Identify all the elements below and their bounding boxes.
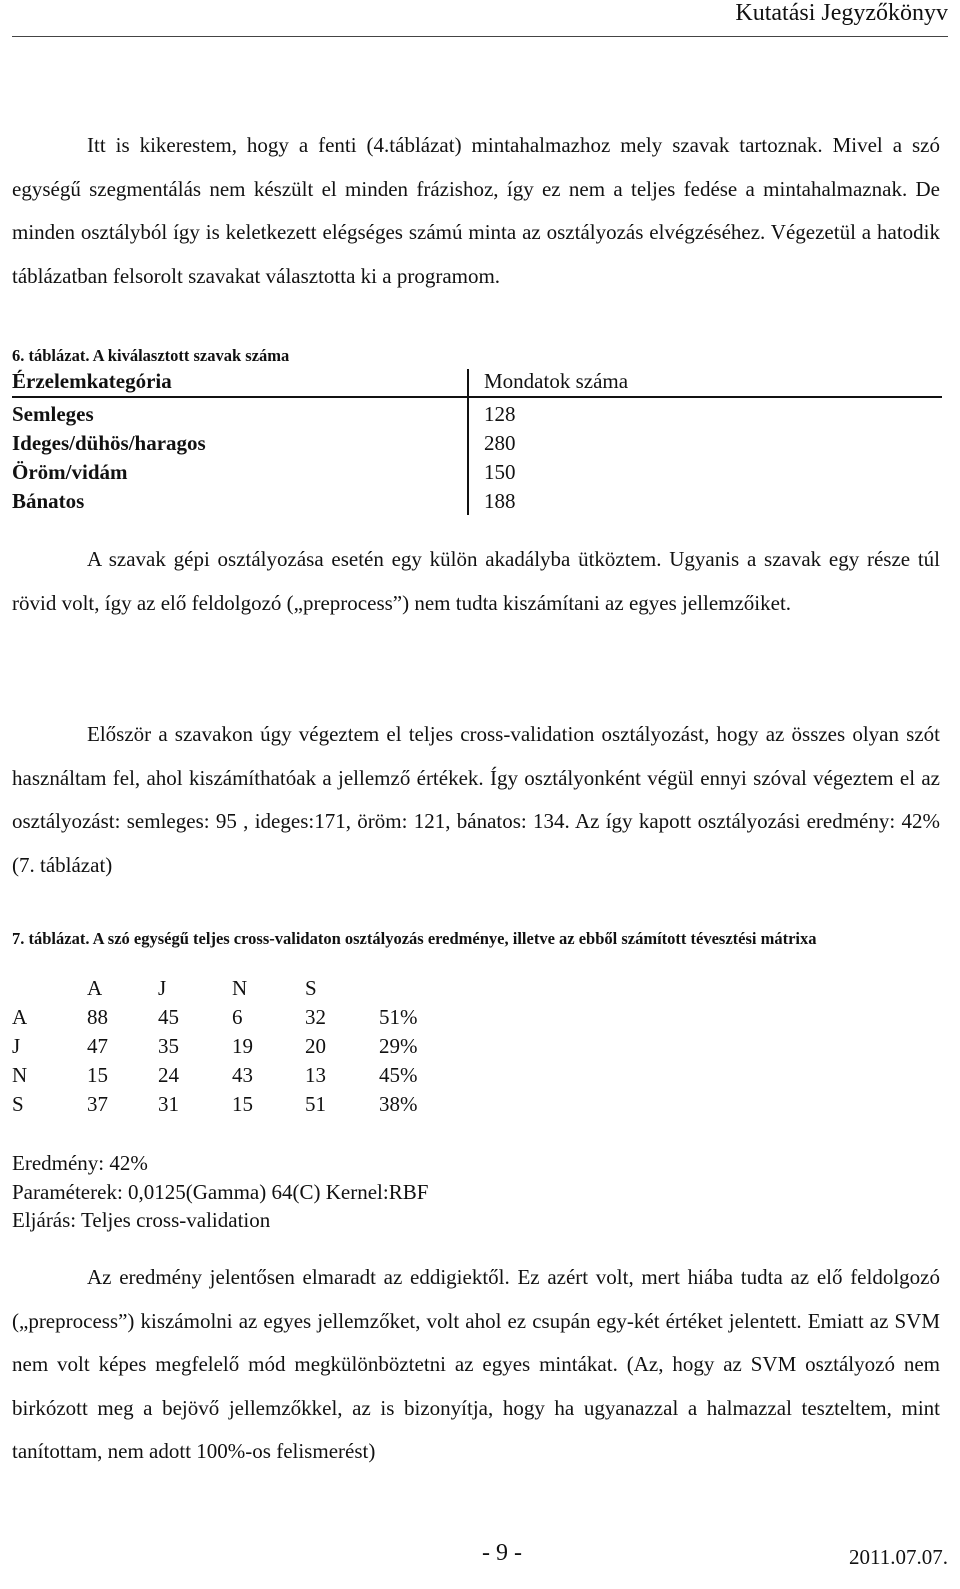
table7-row-label: J — [12, 1034, 21, 1058]
table7-accuracy: 51% — [379, 1005, 418, 1029]
table6-count: 128 — [484, 402, 516, 426]
table7-cell: 31 — [158, 1092, 179, 1116]
table7-cell: 35 — [158, 1034, 179, 1058]
header-divider — [12, 36, 948, 37]
table7-accuracy: 38% — [379, 1092, 418, 1116]
footer-date: 2011.07.07. — [849, 1545, 948, 1569]
table6-caption-number: 6. táblázat. — [12, 346, 90, 365]
table7-row-label: S — [12, 1092, 24, 1116]
table7-cell: 15 — [87, 1063, 108, 1087]
paragraph-intro-rest: a szó egységű szegmentálás nem készült el minden frázishoz, így ez nem a teljes fedése a mintahalmaznak. De minden osztályból így is keletkezett elégséges számú minta az osztályozás elvégzéséhez. Végezetül a hatodik táblázatban felsorolt szavakat választotta ki a programom. — [12, 133, 940, 288]
table6-header-count: Mondatok száma — [484, 369, 629, 393]
paragraph-obstacle — [12, 538, 940, 625]
paragraph-classification — [12, 713, 940, 887]
table7-cell: 19 — [232, 1034, 253, 1058]
table7-cell: 51 — [305, 1092, 326, 1116]
table7-header-cell: J — [158, 976, 167, 1000]
table7-header-cell: A — [87, 976, 103, 1000]
table6-caption-text: A kiválasztott szavak száma — [92, 346, 290, 365]
table6-header-divider — [12, 396, 942, 398]
parameters-line: Paraméterek: 0,0125(Gamma) 64(C) Kernel:RBF — [12, 1180, 429, 1204]
table6-category: Ideges/dühös/haragos — [12, 431, 206, 455]
table7-cell: 43 — [232, 1063, 253, 1087]
table7-accuracy: 45% — [379, 1063, 418, 1087]
table6-category: Bánatos — [12, 489, 85, 513]
table6-category: Semleges — [12, 402, 94, 426]
table6-column-divider — [467, 369, 469, 515]
table7-cell: 15 — [232, 1092, 253, 1116]
paragraph-conclusion-text: Az eredmény jelentősen elmaradt az eddigiektől. Ez azért volt, mert hiába tudta az elő feldolgozó („preprocess”) kiszámolni az egyes jellemzőket, volt ahol ez csupán egy-két értéket jelentett. Emiatt az SVM nem volt képes megfelelő mód megkülönböztetni az egyes mintákat. (Az, hogy az SVM osztályozó nem birkózott meg a bejövő jellemzőkkel, az is bizonyítja, hogy ha ugyanazzal a halmazzal teszteltem, mint tanítottam, nem adott 100%-os felismerést) — [12, 1265, 940, 1463]
table7-caption-number: 7. táblázat. — [12, 929, 90, 948]
table6-count: 150 — [484, 460, 516, 484]
header-title: Kutatási Jegyzőkönyv — [735, 0, 948, 26]
method-line: Eljárás: Teljes cross-validation — [12, 1208, 271, 1232]
table7-cell: 37 — [87, 1092, 108, 1116]
result-line: Eredmény: 42% — [12, 1151, 148, 1175]
table7-cell: 88 — [87, 1005, 108, 1029]
table7-cell: 13 — [305, 1063, 326, 1087]
table7-header-cell: S — [305, 976, 317, 1000]
table6-category: Öröm/vidám — [12, 460, 128, 484]
table7-cell: 24 — [158, 1063, 179, 1087]
table7-caption-text: A szó egységű teljes cross-validaton osztályozás eredménye, illetve az ebből számított tévesztési mátrixa — [92, 929, 817, 948]
table6-count: 188 — [484, 489, 516, 513]
table7-cell: 32 — [305, 1005, 326, 1029]
table7-cell: 47 — [87, 1034, 108, 1058]
table6-caption — [12, 343, 940, 368]
table7-accuracy: 29% — [379, 1034, 418, 1058]
table7-cell: 45 — [158, 1005, 179, 1029]
paragraph-classification-text: Először a szavakon úgy végeztem el teljes cross-validation osztályozást, hogy az összes olyan szót használtam fel, ahol kiszámíthatóak a jellemző értékek. Így osztályonként végül ennyi szóval végeztem el az osztályozást: semleges: 95 , ideges:171, öröm: 121, bánatos: 134. Az így kapott osztályozási eredmény: 42% (7. táblázat) — [12, 722, 940, 877]
table6-count: 280 — [484, 431, 516, 455]
table7-row-label: A — [12, 1005, 28, 1029]
paragraph-intro — [12, 124, 940, 298]
table7-row-label: N — [12, 1063, 28, 1087]
table6-header-category: Érzelemkategória — [12, 369, 172, 393]
table7-cell: 6 — [232, 1005, 243, 1029]
table7-cell: 20 — [305, 1034, 326, 1058]
page-number: - 9 - — [482, 1540, 522, 1566]
paragraph-conclusion — [12, 1256, 940, 1474]
paragraph-obstacle-text: A szavak gépi osztályozása esetén egy külön akadályba ütköztem. Ugyanis a szavak egy része túl rövid volt, így az elő feldolgozó („preprocess”) nem tudta kiszámítani az egyes jellemzőiket. — [12, 547, 940, 615]
table7-caption — [12, 926, 940, 951]
paragraph-intro-line1: Itt is kikerestem, hogy a fenti (4.táblázat) mintahalmazhoz mely szavak tartoznak. Mivel — [87, 133, 883, 157]
table7-header-cell: N — [232, 976, 248, 1000]
